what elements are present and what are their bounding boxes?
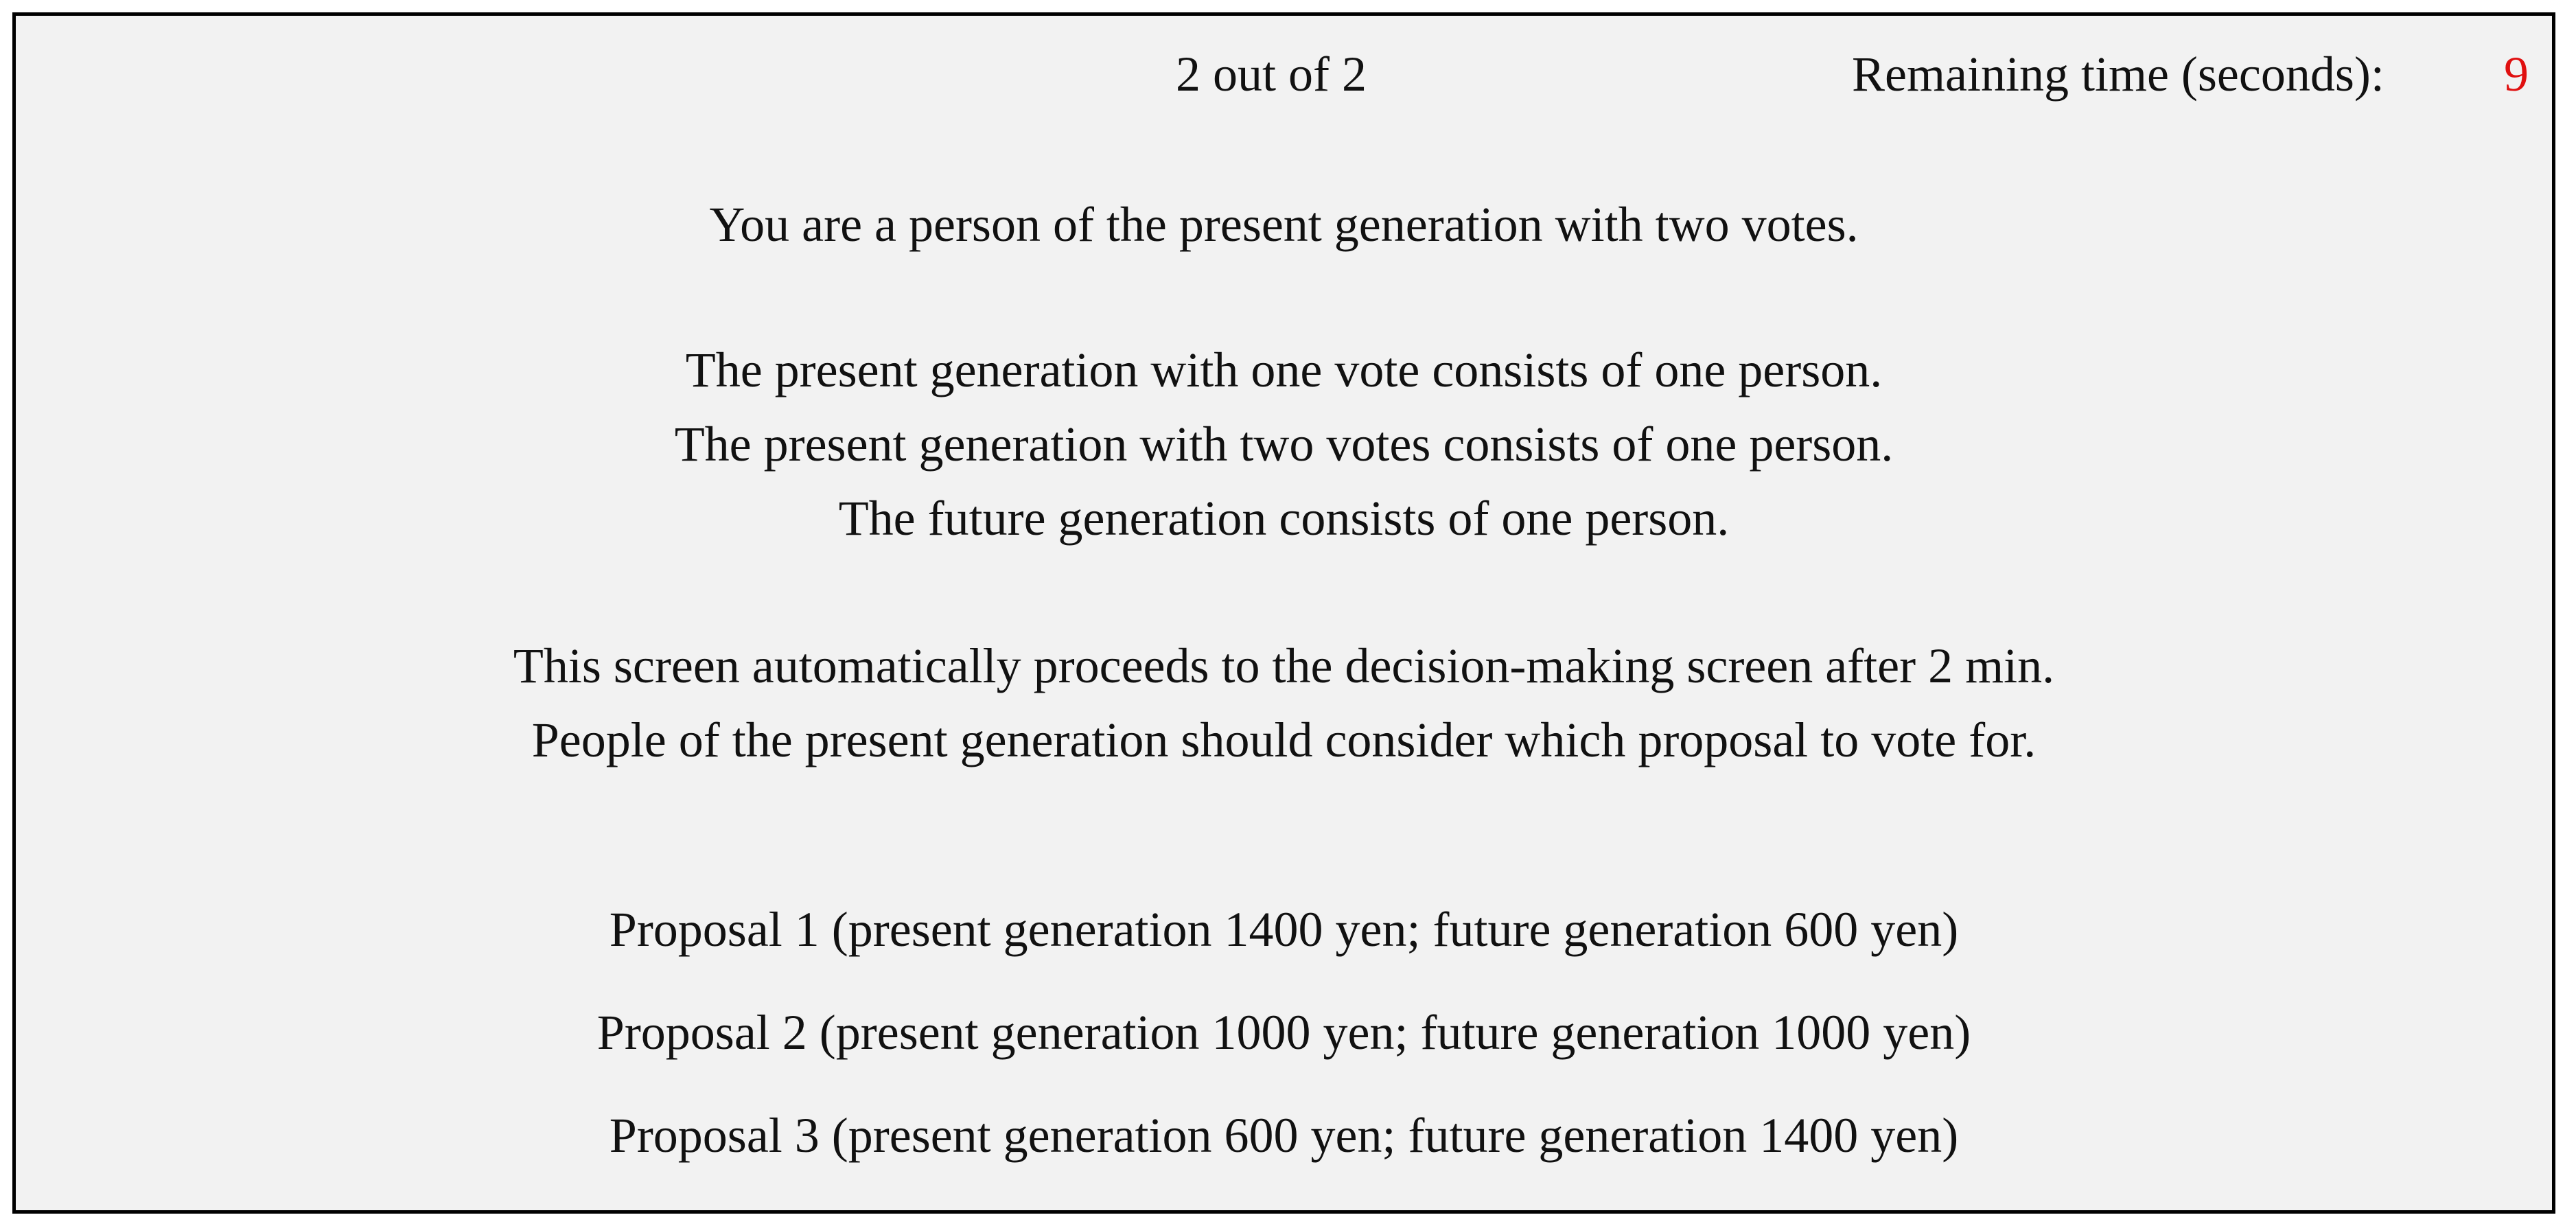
voting-info-screen [12,12,2555,1214]
role-statement [16,187,2552,262]
composition-line: The present generation with two votes consists of one person. [674,417,1894,472]
instruction-line: This screen automatically proceeds to the decision-making screen after 2 min. [513,638,2055,693]
proposal-3: Proposal 3 (present generation 600 yen; future generation 1400 yen) [609,1108,1959,1163]
progress-indicator: 2 out of 2 [1176,47,1367,102]
composition-line: The future generation consists of one person. [838,491,1730,546]
proposal-1: Proposal 1 (present generation 1400 yen; future generation 600 yen) [609,902,1959,957]
remaining-time-label: Remaining time (seconds): [1852,47,2384,102]
screen-header [16,43,2552,105]
proposal-2: Proposal 2 (present generation 1000 yen; future generation 1000 yen) [596,1005,1971,1060]
instruction-line: People of the present generation should consider which proposal to vote for. [531,713,2037,767]
generation-composition [16,333,2552,555]
proposal-list [16,878,2552,1187]
role-text: You are a person of the present generation with two votes. [709,197,1859,252]
instructions [16,629,2552,777]
remaining-time-value: 9 [2504,47,2529,102]
composition-line: The present generation with one vote consists of one person. [685,343,1883,397]
